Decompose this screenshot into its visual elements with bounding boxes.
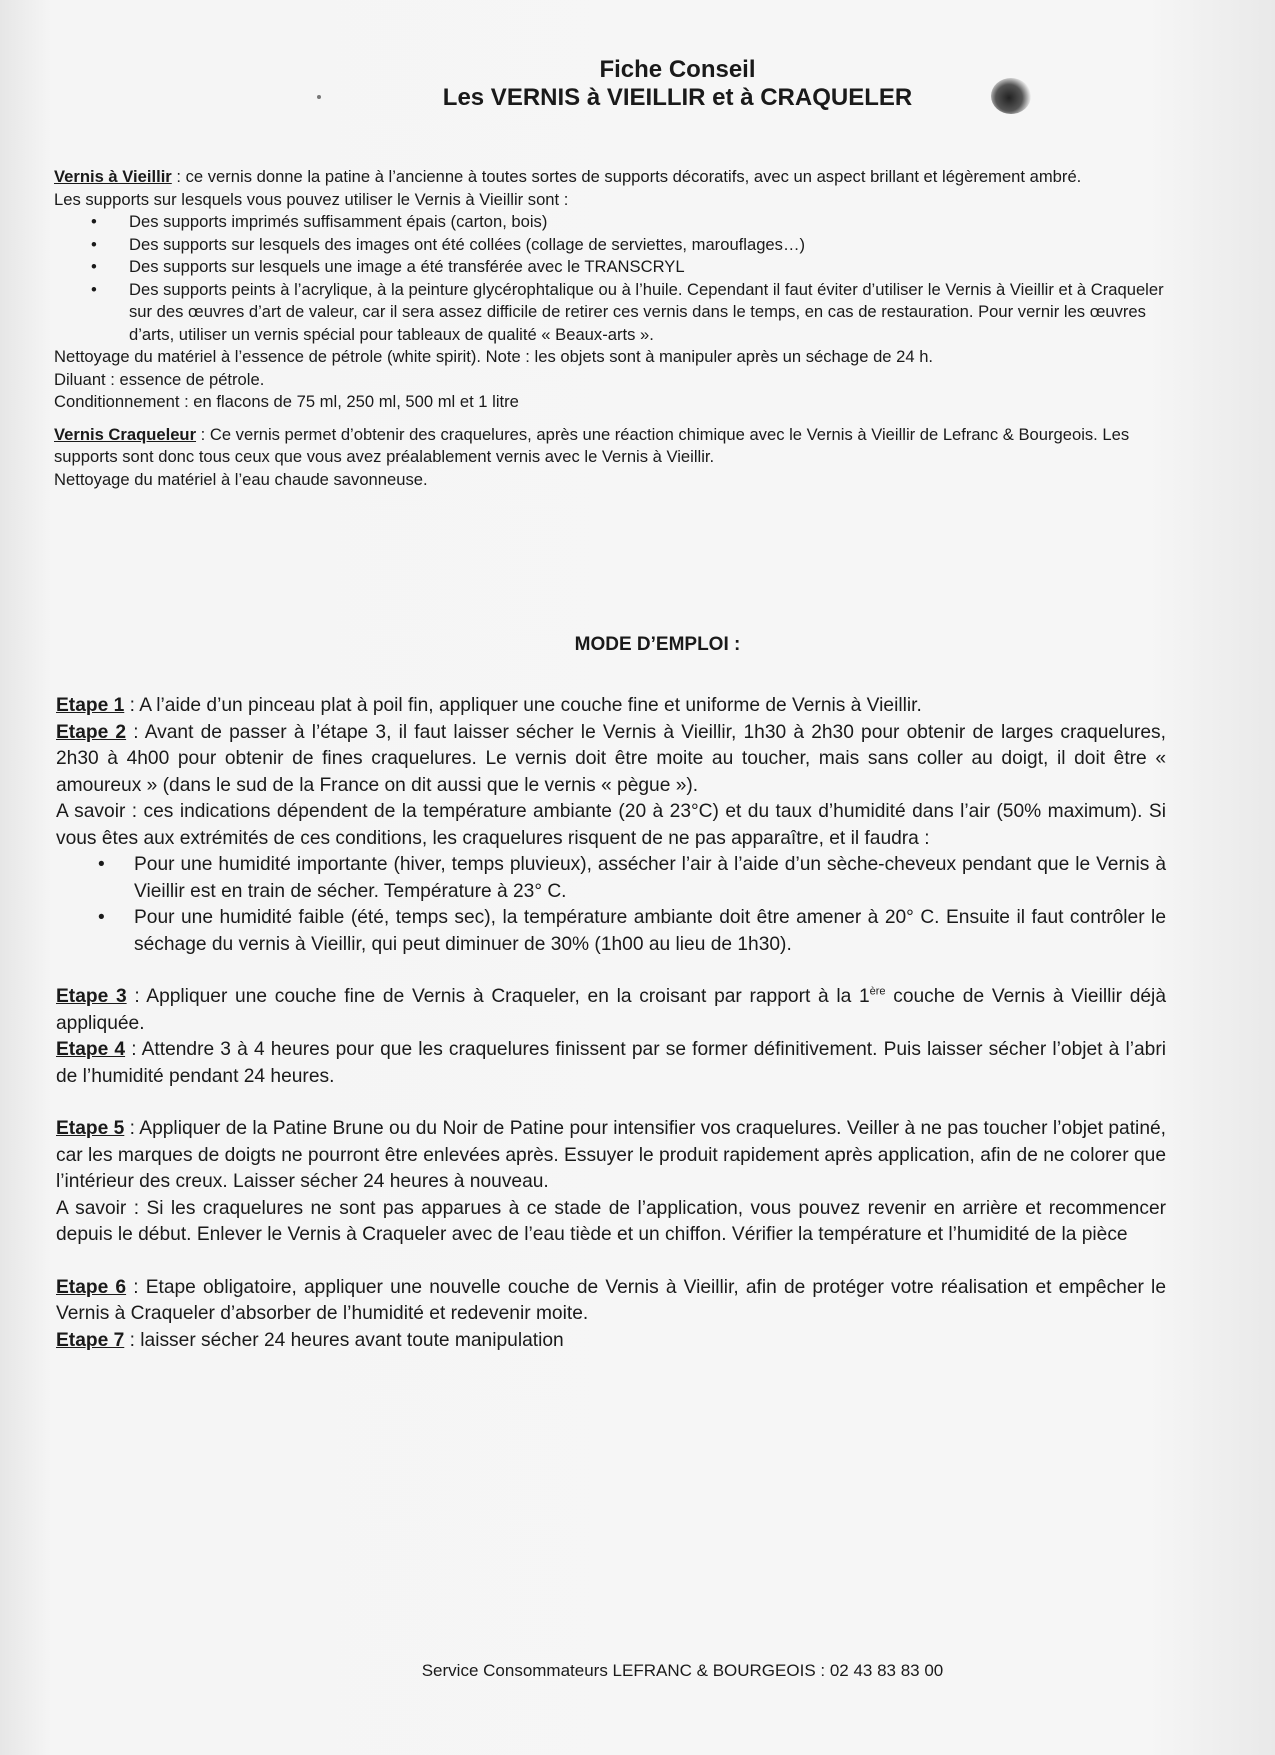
etape-3-text-a: : Appliquer une couche fine de Vernis à Craqueler, en la croisant par rapport à la 1: [126, 986, 870, 1007]
etape-7: [56, 1328, 1166, 1355]
title-block: [0, 56, 1275, 112]
vieillir-conditionnement: Conditionnement : en flacons de 75 ml, 250 ml, 500 ml et 1 litre: [54, 392, 519, 411]
etape-5-label: Etape 5: [56, 1118, 125, 1139]
etape-2-text: : Avant de passer à l’étape 3, il faut laisser sécher le Vernis à Vieillir, 1h30 à 2h30 pour obtenir de larges craquelures, 2h30 à 4h00 pour obtenir de fines craquelures. Le vernis doit être moite au toucher, mais sans coller au doigt, il doit être « amoureux » (dans le sud de la France on dit aussi que le vernis « pègue »).: [56, 721, 1166, 796]
etape-7-label: Etape 7: [56, 1329, 125, 1351]
etape-7-text: : laisser sécher 24 heures avant toute manipulation: [124, 1329, 564, 1351]
title-line-1: Fiche Conseil: [599, 56, 756, 83]
list-item: • Des supports imprimés suffisamment épais (carton, bois): [129, 211, 1164, 234]
a-savoir-2: A savoir : Si les craquelures ne sont pas apparues à ce stade de l’application, vous pouvez revenir en arrière et recommencer depuis le début. Enlever le Vernis à Craqueler avec de l’eau tiède et un chiffon. Vérifier la température et l’humidité de la pièce: [56, 1197, 1166, 1245]
instructions: [56, 693, 1166, 1354]
etape-2: [56, 720, 1166, 800]
craqueleur-text: : Ce vernis permet d’obtenir des craquelures, après une réaction chimique avec le Vernis à Vieillir de Lefranc & Bourgeois. Les supports sont donc tous ceux que vous avez préalablement vernis avec le Vernis à Vieillir.: [54, 424, 1130, 466]
supports-list: [54, 211, 1164, 346]
etape-4-text: : Attendre 3 à 4 heures pour que les craquelures finissent par se former définitivement. Puis laisser sécher l’objet à l’abri de l’humidité pendant 24 heures.: [56, 1039, 1166, 1087]
list-item: • Des supports sur lesquels une image a été transférée avec le TRANSCRYL: [129, 256, 1164, 279]
etape-3-label: Etape 3: [56, 986, 127, 1007]
etape-1-text: : A l’aide d’un pinceau plat à poil fin, appliquer une couche fine et uniforme de Vernis à Vieillir.: [124, 695, 922, 716]
craqueleur-paragraph: [54, 424, 1164, 469]
etape-4: [56, 1037, 1166, 1090]
etape-3: [56, 984, 1166, 1037]
product-description: [54, 166, 1164, 491]
vieillir-diluant: Diluant : essence de pétrole.: [54, 369, 265, 389]
vieillir-paragraph: [54, 166, 1164, 189]
etape-6-text: : Etape obligatoire, appliquer une nouvelle couche de Vernis à Vieillir, afin de protéger votre réalisation et empêcher le Vernis à Craqueler d’absorber de l’humidité et redevenir moite.: [56, 1276, 1166, 1324]
vieillir-text: : ce vernis donne la patine à l’ancienne à toutes sortes de supports décoratifs, avec un aspect brillant et légèrement ambré.: [171, 167, 1082, 186]
footer-service: Service Consommateurs LEFRANC & BOURGEOIS : 02 43 83 83 00: [421, 1661, 944, 1680]
list-item: • Pour une humidité faible (été, temps sec), la température ambiante doit être amener à 20° C. Ensuite il faut contrôler le séchage du vernis à Vieillir, qui peut diminuer de 30% (1h00 au lieu de 1h30).: [134, 905, 1166, 958]
list-item: • Des supports peints à l’acrylique, à la peinture glycérophtalique ou à l’huile. Cependant il faut éviter d’utiliser le Vernis à Vieillir et à Craqueler sur des œuvres d’art de valeur, car il sera assez difficile de retirer ces vernis dans le temps, en cas de restauration. Pour vernir les œuvres d’arts, utiliser un vernis spécial pour tableaux de qualité « Beaux-arts ».: [129, 279, 1164, 347]
title-line-2: Les VERNIS à VIEILLIR et à CRAQUELER: [442, 84, 913, 111]
etape-2-label: Etape 2: [56, 721, 127, 743]
supports-intro: Les supports sur lesquels vous pouvez utiliser le Vernis à Vieillir sont :: [54, 189, 569, 209]
etape-4-label: Etape 4: [56, 1039, 126, 1060]
mode-emploi-heading: MODE D’EMPLOI :: [574, 634, 741, 655]
etape-1: [56, 693, 1166, 720]
craqueleur-nettoyage: Nettoyage du matériel à l’eau chaude savonneuse.: [54, 469, 428, 489]
etape-6: [56, 1275, 1166, 1328]
etape-5-text: : Appliquer de la Patine Brune ou du Noir de Patine pour intensifier vos craquelures. Veiller à ne pas toucher l’objet patiné, car les marques de doigts ne pourront être enlevées après. Essuyer le produit rapidement après application, afin de ne colorer que l’intérieur des creux. Laisser sécher 24 heures à nouveau.: [56, 1118, 1166, 1192]
craqueleur-label: Vernis Craqueleur: [54, 424, 197, 444]
etape-3-text-b: couche de Vernis à Vieillir déjà appliquée.: [56, 986, 1166, 1034]
vieillir-nettoyage: Nettoyage du matériel à l’essence de pétrole (white spirit). Note : les objets sont à manipuler après un séchage de 24 h.: [54, 347, 934, 366]
list-item: • Des supports sur lesquels des images ont été collées (collage de serviettes, marouflages…): [129, 234, 1164, 257]
a-savoir-1: A savoir : ces indications dépendent de la température ambiante (20 à 23°C) et du taux d’humidité dans l’air (50% maximum). Si vous êtes aux extrémités de ces conditions, les craquelures risquent de ne pas apparaître, et il faudra :: [56, 801, 1166, 849]
etape-3-superscript: ère: [869, 985, 886, 998]
etape-6-label: Etape 6: [56, 1276, 127, 1298]
conditions-list: [56, 852, 1166, 958]
etape-5: [56, 1116, 1166, 1196]
vieillir-label: Vernis à Vieillir: [54, 167, 172, 186]
list-item: • Pour une humidité importante (hiver, temps pluvieux), assécher l’air à l’aide d’un sèche-cheveux pendant que le Vernis à Vieillir est en train de sécher. Température à 23° C.: [134, 852, 1166, 905]
etape-1-label: Etape 1: [56, 695, 125, 716]
